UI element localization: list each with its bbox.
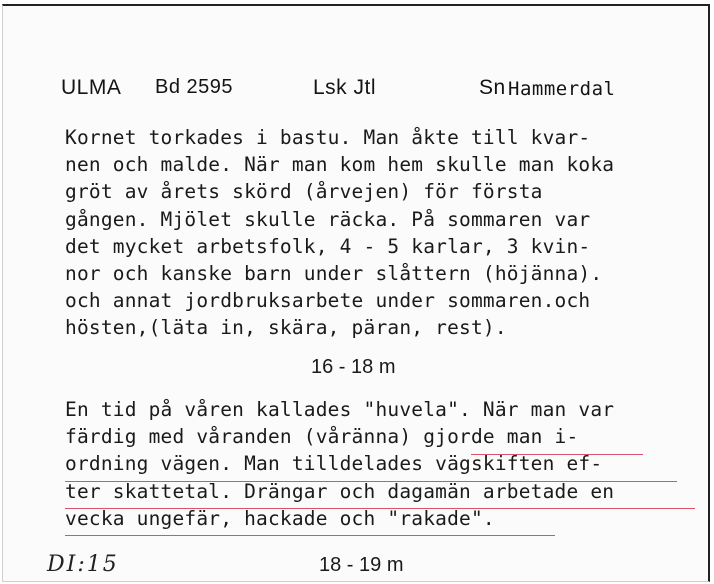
text-line: gröt av årets skörd (årvejen) för första [65,180,543,204]
page-reference-2: 18 - 19 m [319,554,404,576]
archive-code: ULMA [61,76,122,99]
text-line: vecka ungefär, hackade och "rakade". [65,506,495,530]
underline-mark [65,508,695,509]
underline-mark [65,481,677,482]
text-line: nen och malde. När man kom hem skulle man koka [65,153,615,177]
handwritten-reference: DI:15 [47,552,119,577]
text-line: det mycket arbetsfolk, 4 - 5 karlar, 3 kvin- [65,234,591,258]
text-line: ordning vägen. Man tilldelades vägskiften ef- [65,452,603,476]
underline-mark [471,454,643,455]
landscape-code: Lsk Jtl [313,76,377,99]
record-number: Bd 2595 [155,76,234,98]
paragraph-1 [65,124,705,342]
index-card [2,4,710,582]
underline-mark [65,535,555,536]
paragraph-2 [65,396,705,532]
text-line: färdig med våranden (våränna) gjorde man i- [65,425,579,449]
parish-prefix: Sn [479,76,506,99]
text-line: och annat jordbruksarbete under sommaren.och [65,289,591,313]
text-line: Kornet torkades i bastu. Man åkte till kvar- [65,126,591,149]
text-line: gången. Mjölet skulle räcka. På sommaren var [65,207,591,231]
page-reference-1: 16 - 18 m [311,356,396,378]
parish-name: Hammerdal [508,78,616,100]
text-line: hösten,(läta in, skära, päran, rest). [65,316,507,340]
text-line: nor och kanske barn under slåttern (höjänna). [65,262,603,286]
text-line: En tid på våren kallades "huvela". När man var [65,398,615,421]
text-line: ter skattetal. Drängar och dagamän arbetade en [65,479,615,503]
